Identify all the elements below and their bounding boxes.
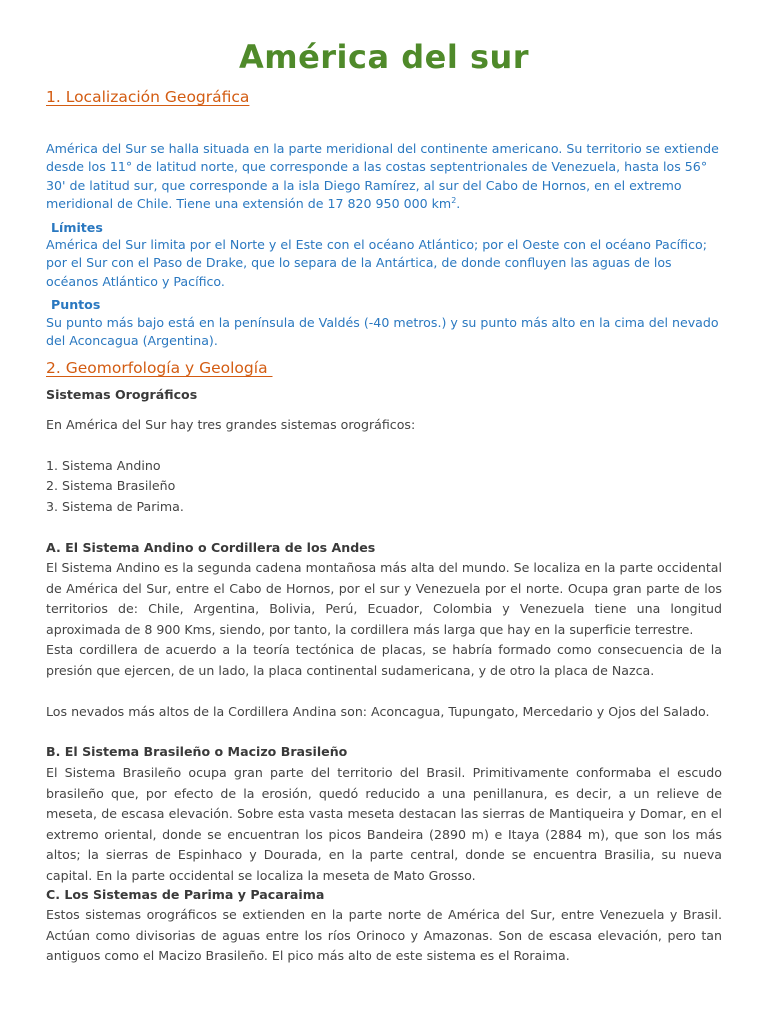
points-paragraph: Su punto más bajo está en la península de Valdés (-40 metros.) y su punto más alto en la cima del nevado del Aconcagua (Argentina). (46, 315, 719, 349)
limits-paragraph: América del Sur limita por el Norte y el Este con el océano Atlántico; por el Oeste con el océano Pacífico; por el Sur con el Paso de Drake, que lo separa de la Antártica, de donde confluyen las aguas de los océanos Atlántico y Pacífico. (46, 237, 707, 289)
section-1-heading: 1. Localización Geográfica (46, 88, 250, 106)
andean-paragraph-2: Esta cordillera de acuerdo a la teoría tectónica de placas, se habría formado como consecuencia de la presión que ejercen, de un lado, la placa continental sudamericana, y de otro la placa de Nazca. (46, 642, 722, 678)
andean-paragraph-3: Los nevados más altos de la Cordillera Andina son: Aconcagua, Tupungato, Mercedario y Ojos del Salado. (46, 704, 710, 719)
orographic-systems-subheading: Sistemas Orográficos (46, 387, 198, 402)
orographic-intro: En América del Sur hay tres grandes sistemas orográficos: (46, 417, 416, 432)
parima-system-heading: C. Los Sistemas de Parima y Pacaraima (46, 887, 325, 902)
brazilian-paragraph: El Sistema Brasileño ocupa gran parte del territorio del Brasil. Primitivamente conformaba el escudo brasileño que, por efecto de la erosión, quedó reducido a una penillanura, es decir, a un relieve de meseta, de escasa elevación. Sobre esta vasta meseta destacan las sierras de Mantiqueira y Domar, en el extremo oriental, donde se encuentran los picos Bandeira (2890 m) e Itaya (2884 m), que son los más altos; la sierras de Espinhaco y Dourada, en la parte central, donde se encuentra Brasilia, su nueva capital. En la parte occidental se localiza la meseta de Mato Grosso. (46, 765, 722, 883)
location-paragraph (46, 140, 722, 213)
location-text: América del Sur se halla situada en la parte meridional del continente americano. Su territorio se extiende desde los 11° de latitud norte, que corresponde a las costas septentrionales de Venezuela, hasta los 56° 30' de latitud sur, que corresponde a la isla Diego Ramírez, al sur del Cabo de Hornos, en el extremo meridional de Chile. Tiene una extensión de 17 820 950 000 km (46, 141, 719, 211)
limits-label: Límites (51, 220, 103, 235)
parima-paragraph: Estos sistemas orográficos se extienden en la parte norte de América del Sur, entre Venezuela y Brasil. Actúan como divisorias de aguas entre los ríos Orinoco y Amazonas. Son de escasa elevación, pero tan antiguos como el Macizo Brasileño. El pico más alto de este sistema es el Roraima. (46, 907, 722, 963)
points-label: Puntos (51, 297, 101, 312)
list-item: 1. Sistema Andino (46, 458, 161, 473)
section-2-heading: 2. Geomorfología y Geología (46, 359, 273, 377)
list-item: 2. Sistema Brasileño (46, 478, 176, 493)
page-title: América del sur (238, 38, 530, 76)
andean-system-heading: A. El Sistema Andino o Cordillera de los Andes (46, 540, 376, 555)
km-superscript: 2 (451, 195, 457, 205)
andean-paragraph-1: El Sistema Andino es la segunda cadena montañosa más alta del mundo. Se localiza en la parte occidental de América del Sur, entre el Cabo de Hornos, por el sur y Venezuela por el norte. Ocupa gran parte de los territorios de: Chile, Argentina, Bolivia, Perú, Ecuador, Colombia y Venezuela tiene una longitud aproximada de 8 900 Kms, siendo, por tanto, la cordillera más larga que hay en la superficie terrestre. (46, 560, 722, 637)
list-item: 3. Sistema de Parima. (46, 499, 184, 514)
brazilian-system-heading: B. El Sistema Brasileño o Macizo Brasileño (46, 744, 348, 759)
location-period: . (456, 195, 461, 211)
